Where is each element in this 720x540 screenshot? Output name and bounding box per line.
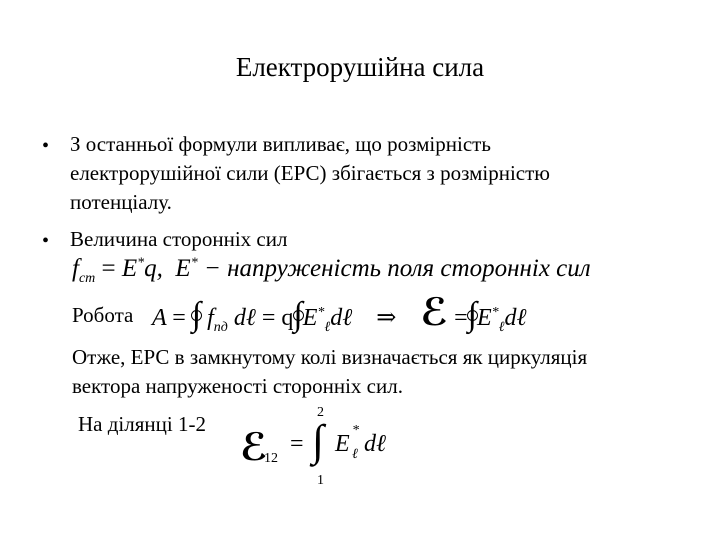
bullet-paragraph [70,130,700,217]
contour-integral-icon: ∫ [467,296,477,333]
superscript: * [491,305,499,320]
subscript: пд [213,319,228,335]
superscript: * [317,305,325,320]
bullet-marker: • [42,230,50,252]
work-label: Робота [72,303,134,327]
formula-description: − напруженість поля сторонніх сил [203,255,591,282]
formula-work [152,290,527,336]
emf-symbol: ℰ [240,427,268,469]
formula-segment [240,405,420,490]
slide-title: Електрорушійна сила [235,52,485,82]
bullet-marker: • [42,135,50,157]
subscript: 12 [264,451,278,466]
text-line: З останньої формули випливає, що розмірність [70,132,491,156]
equals-sign: = [172,305,186,331]
differential: dℓ [364,431,386,457]
upper-limit: 2 [317,405,324,420]
segment-label: На ділянці 1-2 [78,412,206,436]
superscript: * [352,423,359,438]
implies-arrow-icon: ⇒ [376,305,397,331]
formula-force [72,255,591,287]
text-line: вектора напруженості сторонніх сил. [72,374,403,398]
contour-integral-icon: ∫ [191,296,202,333]
symbol-q: q, [144,255,163,282]
subscript: ℓ [352,447,358,462]
bullet-paragraph [70,225,287,254]
equals-sign: = [290,431,304,457]
differential: dℓ [233,305,256,331]
symbol-e: E [302,305,318,331]
text-line: Отже, ЕРС в замкнутому колі визначається як циркуляція [72,345,588,369]
contour-integral-icon: ∫ [293,296,303,333]
equals-sign: = [454,305,468,331]
subscript: ℓ [324,319,331,335]
text-line: Величина сторонніх сил [70,227,288,251]
symbol-e: E [121,255,138,282]
symbol-e: E [335,431,350,457]
equals-q: = q [261,305,294,331]
symbol-f: f [207,305,214,331]
symbol-e: E [175,255,191,282]
lower-limit: 1 [317,473,324,488]
subscript: ℓ [498,319,505,335]
differential: dℓ [330,305,353,331]
text-line: електрорушійної сили (ЕРС) збігається з розмірністю [70,161,550,185]
text-line: потенціалу. [70,190,172,214]
superscript: * [137,255,145,271]
subscript: ст [78,271,96,286]
integral-icon: ∫ [312,416,325,465]
symbol-e: E [476,305,492,331]
differential: dℓ [504,305,527,331]
symbol-f: f [72,255,79,282]
symbol-a: A [152,305,167,331]
superscript: * [190,255,198,271]
emf-symbol: ℰ [420,292,449,334]
conclusion-paragraph [72,343,702,401]
equals-sign: = [101,255,116,282]
